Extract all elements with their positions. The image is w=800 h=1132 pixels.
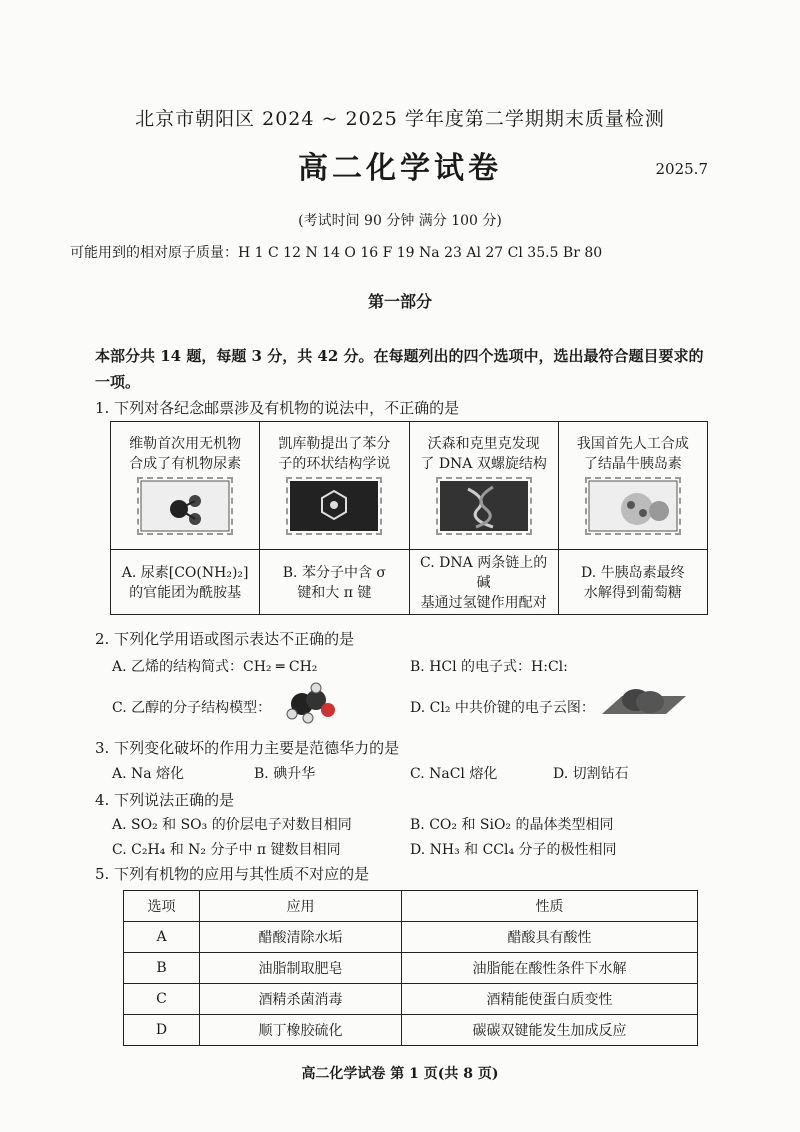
table-cell: D <box>124 1015 200 1046</box>
q3-stem: 3. 下列变化破坏的作用力主要是范德华力的是 <box>95 739 400 757</box>
q2-option-d: D. Cl₂ 中共价键的电子云图： <box>410 700 595 716</box>
exam-date: 2025.7 <box>655 160 708 178</box>
table-cell: 酒精杀菌消毒 <box>200 984 402 1015</box>
q3-option-d: D. 切割钻石 <box>553 766 629 782</box>
caption-line: 了 DNA 双螺旋结构 <box>420 455 547 472</box>
q2-option-a: A. 乙烯的结构简式：CH₂ ═ CH₂ <box>112 659 318 675</box>
option-text: 基通过氢键作用配对 <box>420 595 547 611</box>
caption-line: 凯库勒提出了苯分 <box>278 435 391 452</box>
ethanol-model-image <box>282 682 338 726</box>
stamp-cell-a <box>111 422 260 550</box>
table-row <box>124 1015 698 1046</box>
school-header: 北京市朝阳区 2024 ~ 2025 学年度第二学期期末质量检测 <box>135 108 665 130</box>
table-cell: 醋酸清除水垢 <box>200 922 402 953</box>
q4-option-c: C. C₂H₄ 和 N₂ 分子中 π 键数目相同 <box>112 842 341 858</box>
table-row <box>124 984 698 1015</box>
page-title: 高二化学试卷 <box>298 151 502 186</box>
option-cell-c <box>409 550 558 615</box>
table-row <box>124 922 698 953</box>
option-text: B. 苯分子中含 σ <box>282 565 386 581</box>
q4-option-d: D. NH₃ 和 CCl₄ 分子的极性相同 <box>410 842 617 858</box>
exam-info: (考试时间 90 分钟 满分 100 分) <box>298 213 502 229</box>
caption-line: 合成了有机物尿素 <box>129 455 242 472</box>
q3-option-b: B. 碘升华 <box>254 766 316 782</box>
q1-stamp-table <box>110 421 708 615</box>
part-instructions: 本部分共 14 题，每题 3 分，共 42 分。在每题列出的四个选项中，选出最符合题目要求的一项。 <box>95 347 704 391</box>
table-row <box>124 953 698 984</box>
option-text: 水解得到葡萄糖 <box>583 585 682 601</box>
header-cell: 选项 <box>124 891 200 922</box>
caption-line: 了结晶牛胰岛素 <box>583 455 682 472</box>
q3-option-a: A. Na 熔化 <box>112 766 185 782</box>
q5-stem: 5. 下列有机物的应用与其性质不对应的是 <box>95 865 370 883</box>
table-cell: C <box>124 984 200 1015</box>
table-cell: A <box>124 922 200 953</box>
q4-option-b: B. CO₂ 和 SiO₂ 的晶体类型相同 <box>410 817 614 833</box>
stamp-image <box>585 477 681 535</box>
option-text: C. DNA 两条链上的碱 <box>420 555 548 591</box>
table-cell: 油脂制取肥皂 <box>200 953 402 984</box>
atomic-masses: 可能用到的相对原子质量：H 1 C 12 N 14 O 16 F 19 Na 23 Al 27 Cl 35.5 Br 80 <box>70 245 603 261</box>
q5-table <box>123 890 698 1046</box>
table-cell: 醋酸具有酸性 <box>402 922 698 953</box>
caption-line: 我国首先人工合成 <box>576 435 689 452</box>
q4-option-a: A. SO₂ 和 SO₃ 的价层电子对数目相同 <box>112 817 352 833</box>
table-cell: 酒精能使蛋白质变性 <box>402 984 698 1015</box>
table-cell: 碳碳双键能发生加成反应 <box>402 1015 698 1046</box>
electron-cloud-image <box>602 686 686 722</box>
stamp-cell-d <box>558 422 707 550</box>
option-text: A. 尿素[CO(NH₂)₂] <box>121 565 249 581</box>
caption-line: 沃森和克里克发现 <box>427 435 540 452</box>
table-cell: 油脂能在酸性条件下水解 <box>402 953 698 984</box>
header-cell: 性质 <box>402 891 698 922</box>
q1-stem: 1. 下列对各纪念邮票涉及有机物的说法中，不正确的是 <box>95 399 460 417</box>
option-cell-b <box>260 550 409 615</box>
stamp-cell-c <box>409 422 558 550</box>
q3-option-c: C. NaCl 熔化 <box>410 766 498 782</box>
q2-option-c: C. 乙醇的分子结构模型： <box>112 700 272 716</box>
option-text: 的官能团为酰胺基 <box>129 585 242 601</box>
table-cell: 顺丁橡胶硫化 <box>200 1015 402 1046</box>
stamp-cell-b <box>260 422 409 550</box>
stamp-image <box>137 477 233 535</box>
option-cell-a <box>111 550 260 615</box>
part-title: 第一部分 <box>367 292 432 311</box>
page-footer: 高二化学试卷 第 1 页(共 8 页) <box>301 1066 499 1082</box>
caption-line: 维勒首次用无机物 <box>129 435 242 452</box>
option-text: D. 牛胰岛素最终 <box>581 565 685 581</box>
caption-line: 子的环状结构学说 <box>278 455 391 472</box>
stamp-image <box>286 477 382 535</box>
header-cell: 应用 <box>200 891 402 922</box>
table-header-row <box>124 891 698 922</box>
q2-option-b: B. HCl 的电子式：H:Cl: <box>410 659 568 675</box>
table-cell: B <box>124 953 200 984</box>
option-text: 键和大 π 键 <box>297 585 372 601</box>
q2-stem: 2. 下列化学用语或图示表达不正确的是 <box>95 630 355 648</box>
q4-stem: 4. 下列说法正确的是 <box>95 791 235 809</box>
option-cell-d <box>558 550 707 615</box>
stamp-image <box>436 477 532 535</box>
